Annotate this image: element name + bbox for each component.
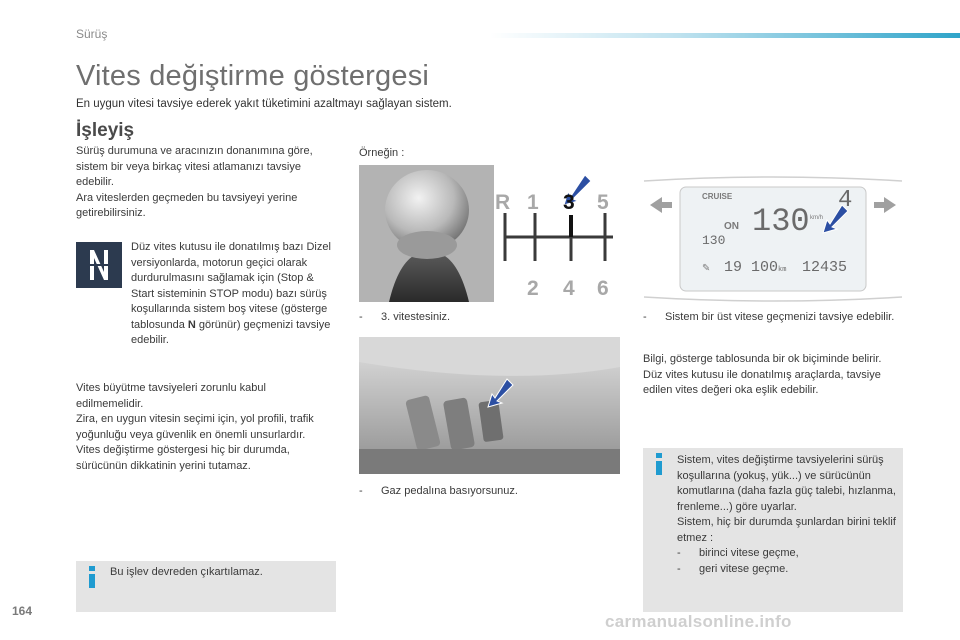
right-paragraphs	[643, 352, 903, 399]
cluster-unit: km/h	[810, 215, 824, 221]
gear-lever-image	[359, 165, 620, 302]
gear-label-1: 1	[527, 191, 539, 214]
intro-text: En uygun vitesi tavsiye ederek yakıt tüketimini azaltmayı sağlayan sistem.	[76, 98, 452, 110]
cluster-trip-value: 19 100	[724, 259, 779, 276]
neutral-indicator-icon	[76, 242, 122, 288]
operation-p2: Ara viteslerden geçmeden bu tavsiyeyi yerine getirebilirsiniz.	[76, 191, 298, 219]
cluster-speed: 130	[752, 203, 810, 240]
advice-p4: Zira, en uygun vitesin seçimi için, yol profili, trafik yoğunluğu veya güvenlik en önemli unsurlardır.	[76, 413, 314, 441]
header-section-label: Sürüş	[76, 27, 108, 41]
pedals-image	[359, 337, 620, 474]
info-icon	[86, 566, 98, 588]
info-icon	[653, 453, 665, 475]
caption-1-dash: -	[359, 311, 363, 323]
header-accent-bar	[490, 33, 960, 38]
gear-label-2: 2	[527, 277, 539, 300]
cluster-gear: 4	[838, 187, 853, 214]
caption-1	[359, 310, 619, 326]
caption-2-dash: -	[359, 485, 363, 497]
info-left-text: Bu işlev devreden çıkartılamaz.	[110, 566, 263, 578]
neutral-bold: N	[187, 318, 196, 331]
gear-label-5: 5	[597, 191, 609, 214]
cluster-cruise: CRUISE	[702, 192, 733, 201]
operation-p1: Sürüş durumuna ve aracınızın donanımına göre, sistem bir veya birkaç vitesi atlamanızı tavsiye edebilir.	[76, 145, 313, 188]
advice-p3: Vites büyütme tavsiyeleri zorunlu kabul edilmemelidir.	[76, 382, 266, 410]
list-item-text: birinci vitese geçme,	[699, 547, 799, 559]
right-bullet-text: Sistem bir üst vitese geçmenizi tavsiye edebilir.	[665, 311, 895, 323]
list-item	[677, 562, 899, 578]
right-p2: Düz vites kutusu ile donatılmış araçlarda, tavsiye edilen vites değeri oka eşlik edebilir.	[643, 368, 881, 396]
cluster-image	[642, 175, 904, 303]
list-item-dash: -	[677, 562, 681, 575]
list-item-text: geri vitese geçme.	[699, 562, 789, 575]
advice-p5: Vites değiştirme göstergesi hiç bir durumda, sürücünün dikkatinin yerini tutamaz.	[76, 444, 290, 472]
right-p1: Bilgi, gösterge tablosunda bir ok biçiminde belirir.	[643, 353, 882, 365]
info-right-p1: Sistem, vites değiştirme tavsiyelerini sürüş koşullarına (yokuş, yük...) ve sürücünün komutlarına (daha fazla güç talebi, hızlanma, frenleme...) göre uyarlar.	[677, 454, 896, 513]
list-item	[677, 546, 899, 562]
advice-paragraphs	[76, 381, 336, 474]
info-box-left	[76, 561, 336, 612]
info-right-p2: Sistem, hiç bir durumda şunlardan birini teklif etmez :	[677, 516, 896, 544]
watermark: carmanualsonline.info	[605, 612, 792, 631]
cluster-on: ON	[724, 221, 739, 232]
caption-2-text: Gaz pedalına basıyorsunuz.	[381, 485, 518, 497]
example-label: Örneğin :	[359, 147, 405, 159]
cluster-speed-limit: 130	[702, 233, 726, 248]
wrench-icon: ✎	[702, 263, 711, 274]
neutral-text-a: Düz vites kutusu ile donatılmış bazı Dizel versiyonlarda, motorun geçici olarak durdurulmasını sağlamak için (Stop & Start sisteminin STOP modu) bazı sürüş koşullarında sistem boş vitese (gösterge tablosunda	[131, 241, 331, 331]
right-bullet	[643, 310, 903, 326]
gear-label-r: R	[495, 191, 511, 214]
gear-label-6: 6	[597, 277, 609, 300]
neutral-text-b: görünür) geçmenizi tavsiye edebilir.	[131, 318, 331, 346]
list-item-dash: -	[677, 547, 681, 559]
section-heading: İşleyiş	[76, 120, 135, 141]
page-number: 164	[12, 604, 33, 618]
operation-paragraphs	[76, 144, 336, 222]
cluster-trip	[724, 259, 786, 276]
page-title: Vites değiştirme göstergesi	[76, 60, 430, 92]
gear-label-3: 3	[563, 191, 575, 214]
info-box-right	[643, 448, 903, 612]
cluster-trip-unit: km	[778, 266, 787, 274]
info-right-text	[677, 453, 899, 577]
caption-2	[359, 484, 619, 500]
gear-label-4: 4	[563, 277, 575, 300]
caption-1-text: 3. vitestesiniz.	[381, 311, 451, 323]
cluster-odometer: 12435	[802, 259, 848, 276]
neutral-advice-text	[131, 240, 339, 349]
right-bullet-dash: -	[643, 311, 647, 323]
